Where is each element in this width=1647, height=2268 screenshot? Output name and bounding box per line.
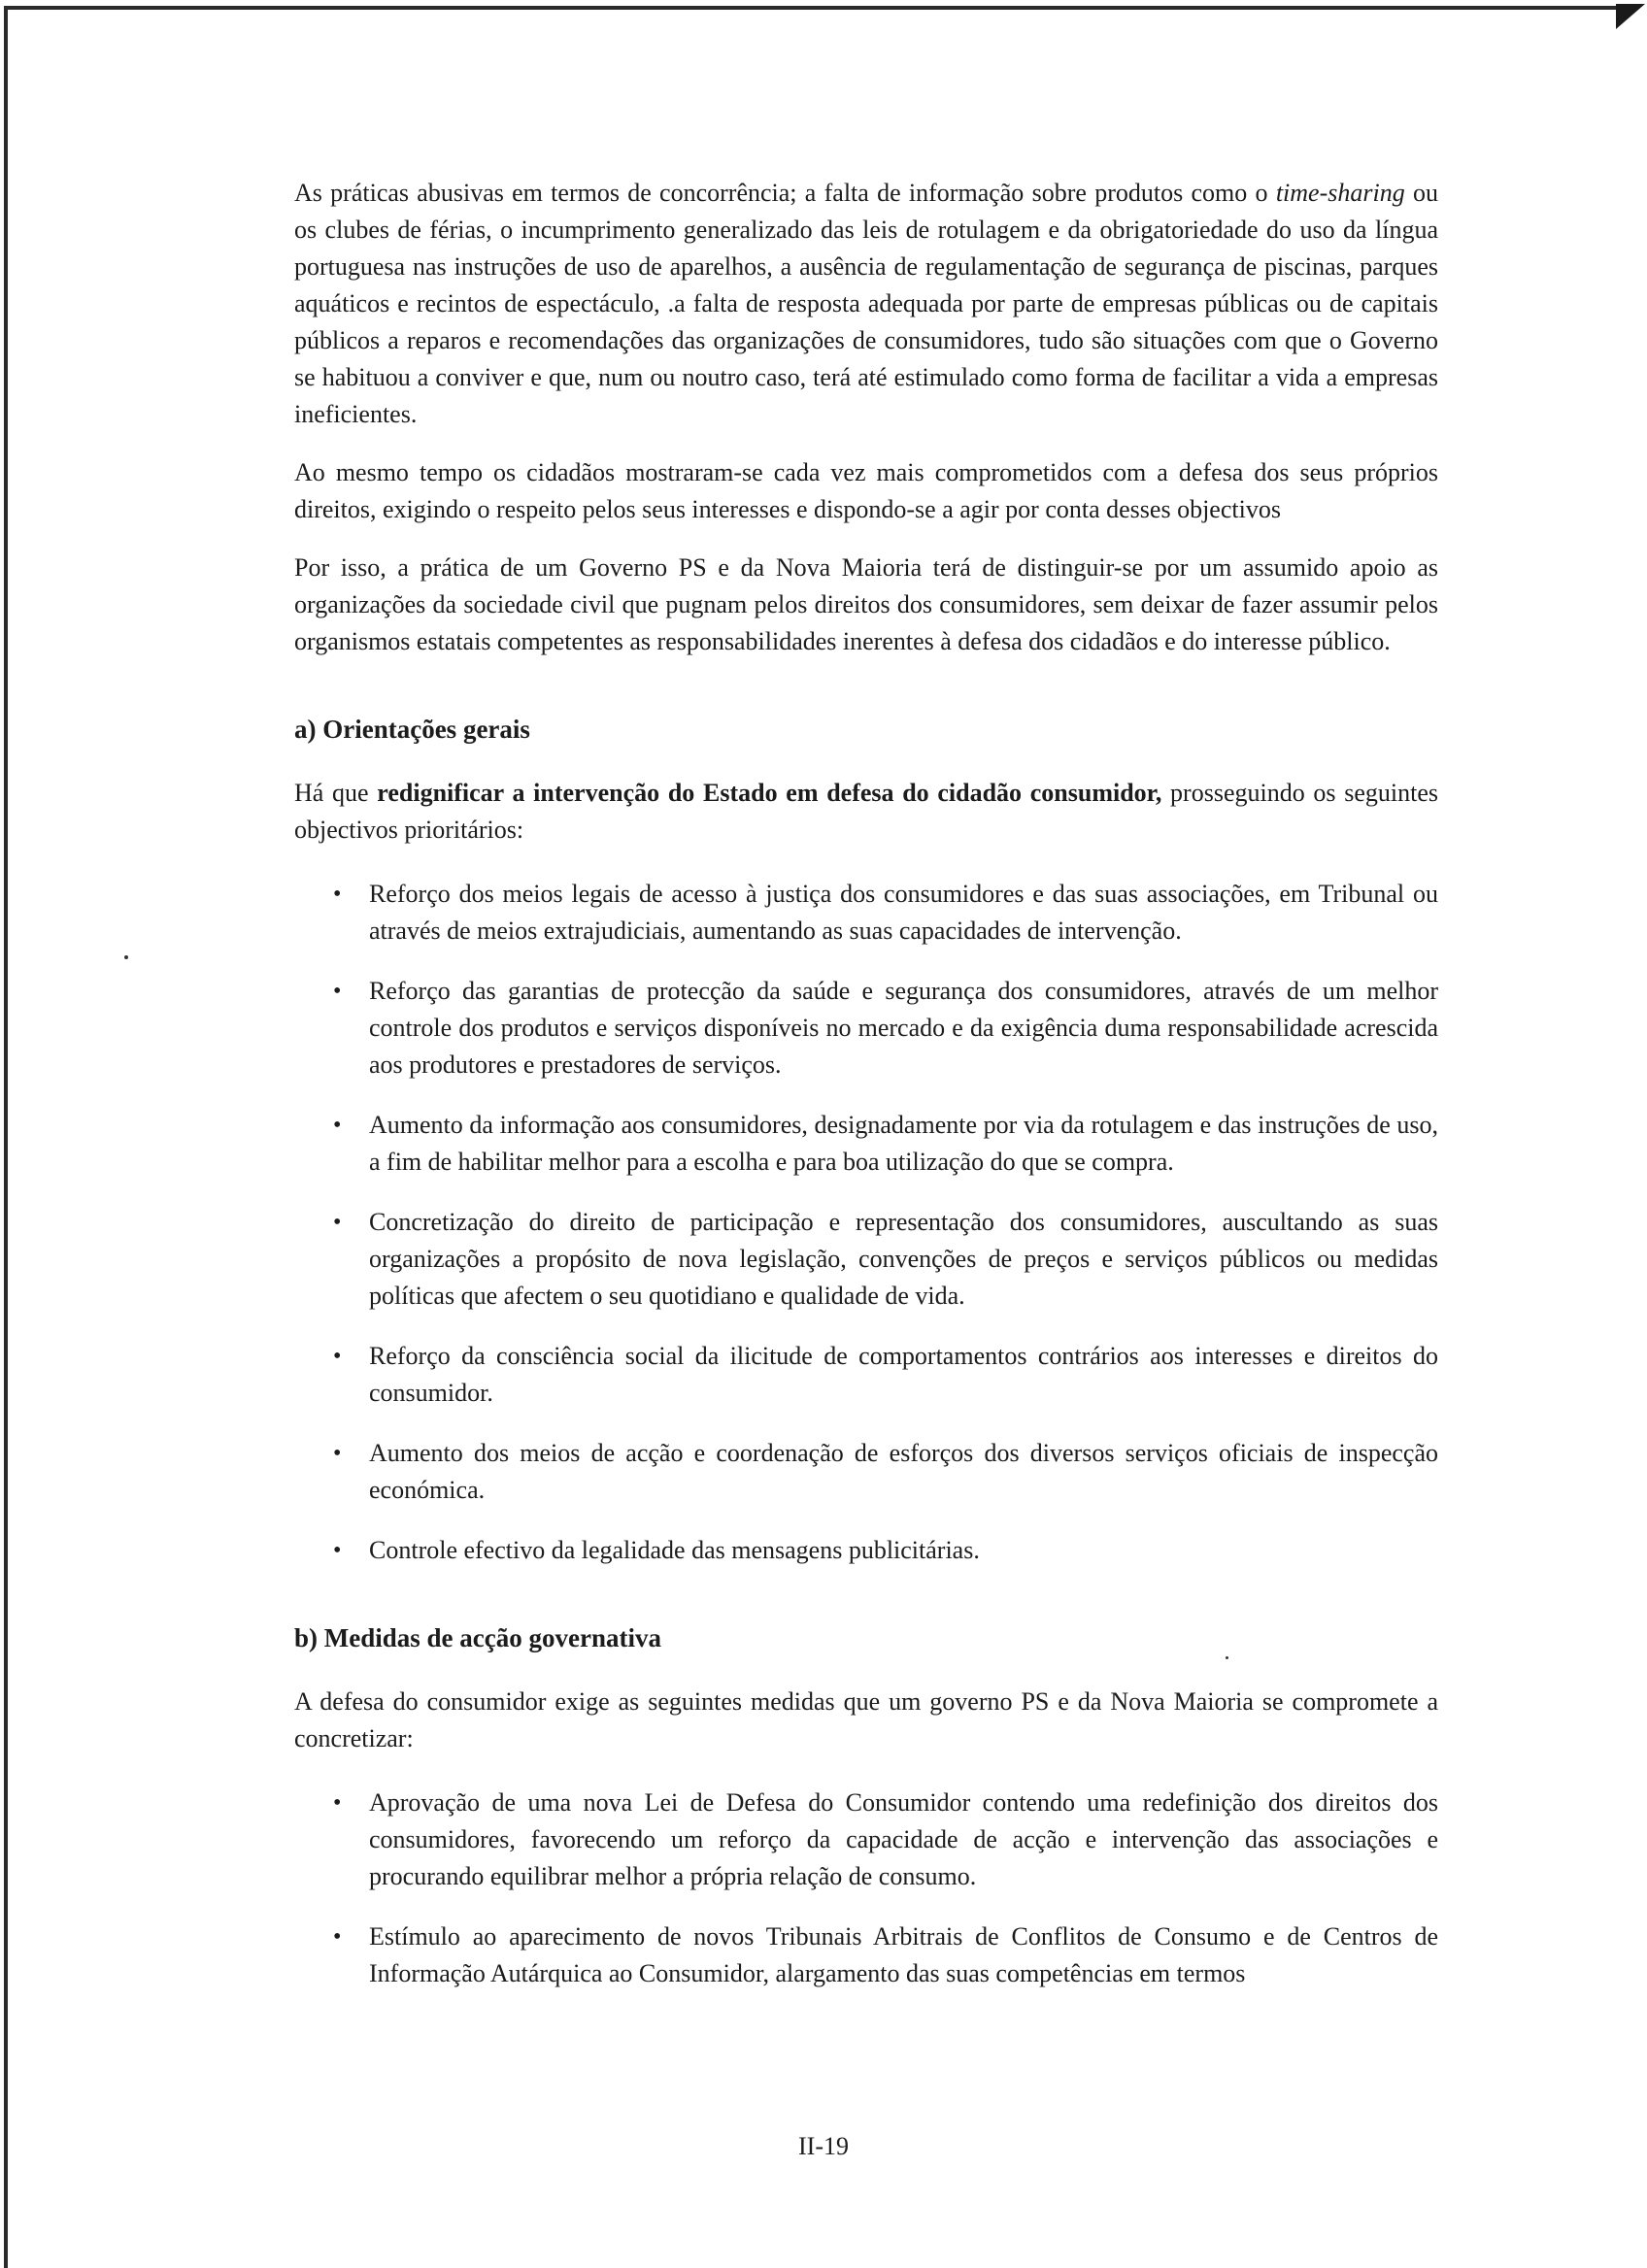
list-item-text: Reforço dos meios legais de acesso à justiça dos consumidores e das suas associações, em Tribunal ou através de meios extrajudiciais, aumentando as suas capacidades de intervenção.	[369, 880, 1438, 945]
section-b-bullet-list	[294, 1784, 1438, 1992]
list-item	[294, 1204, 1438, 1315]
section-a-intro-text-cont: prosseguindo os seguintes objectivos prioritários:	[294, 779, 1439, 844]
list-item	[294, 1918, 1438, 1992]
list-item	[294, 1435, 1438, 1509]
page-number: II-19	[798, 2132, 849, 2160]
bullet-icon: •	[333, 1790, 342, 1816]
list-item	[294, 1532, 1438, 1569]
list-item-text: Aumento dos meios de acção e coordenação de esforços dos diversos serviços oficiais de inspecção económica.	[369, 1439, 1438, 1504]
list-item-text: Reforço das garantias de protecção da saúde e segurança dos consumidores, através de um melhor controle dos produtos e serviços disponíveis no mercado e da exigência duma responsabilidade acrescida aos produtores e prestadores de serviços.	[369, 977, 1438, 1079]
list-item	[294, 1784, 1438, 1895]
list-item	[294, 876, 1438, 950]
bullet-icon: •	[333, 882, 342, 907]
paragraph-1-italic-term: time-sharing	[1275, 179, 1405, 207]
section-a-intro-text: Há que	[294, 779, 378, 807]
section-a-bullet-list	[294, 876, 1438, 1569]
list-item	[294, 1107, 1438, 1181]
corner-mark	[1616, 4, 1645, 29]
bullet-icon: •	[333, 979, 342, 1004]
bullet-icon: •	[333, 1113, 342, 1138]
paragraph-2: Ao mesmo tempo os cidadãos mostraram-se cada vez mais comprometidos com a defesa dos seus próprios direitos, exigindo o respeito pelos seus interesses e dispondo-se a agir por conta desses objectivos	[294, 458, 1438, 523]
section-a-intro	[294, 775, 1438, 849]
section-b-heading: b) Medidas de acção governativa	[294, 1623, 661, 1652]
list-item-text: Aumento da informação aos consumidores, designadamente por via da rotulagem e das instruções de uso, a fim de habilitar melhor para a escolha e para boa utilização do que se compra.	[369, 1111, 1438, 1176]
paragraph-1	[294, 175, 1438, 433]
list-item	[294, 973, 1438, 1084]
list-item-text: Aprovação de uma nova Lei de Defesa do Consumidor contendo uma redefinição dos direitos dos consumidores, favorecendo um reforço da capacidade de acção e intervenção das associações e procurando equilibrar melhor a própria relação de consumo.	[369, 1788, 1438, 1890]
scan-border-top	[6, 6, 1618, 10]
document-body	[294, 175, 1438, 2016]
bullet-icon: •	[333, 1344, 342, 1369]
list-item-text: Concretização do direito de participação e representação dos consumidores, auscultando as suas organizações a propósito de nova legislação, convenções de preços e serviços públicos ou medidas políticas que afectem o seu quotidiano e qualidade de vida.	[369, 1208, 1438, 1310]
section-a-intro-emphasis: redignificar a intervenção do Estado em defesa do cidadão consumidor,	[377, 779, 1162, 807]
list-item-text: Reforço da consciência social da ilicitude de comportamentos contrários aos interesses e direitos do consumidor.	[369, 1342, 1438, 1407]
section-b-intro: A defesa do consumidor exige as seguintes medidas que um governo PS e da Nova Maioria se compromete a concretizar:	[294, 1687, 1438, 1752]
bullet-icon: •	[333, 1924, 342, 1950]
bullet-icon: •	[333, 1441, 342, 1466]
list-item-text: Estímulo ao aparecimento de novos Tribunais Arbitrais de Conflitos de Consumo e de Centros de Informação Autárquica ao Consumidor, alargamento das suas competências em termos	[369, 1922, 1438, 1987]
scan-speck	[124, 955, 128, 959]
list-item	[294, 1338, 1438, 1412]
paragraph-3: Por isso, a prática de um Governo PS e da Nova Maioria terá de distinguir-se por um assumido apoio as organizações da sociedade civil que pugnam pelos direitos dos consumidores, sem deixar de fazer assumir pelos organismos estatais competentes as responsabilidades inerentes à defesa dos cidadãos e do interesse público.	[294, 553, 1438, 655]
paragraph-1-text-cont: ou os clubes de férias, o incumprimento generalizado das leis de rotulagem e da obrigatoriedade do uso da língua portuguesa nas instruções de uso de aparelhos, a ausência de regulamentação de segurança de piscinas, parques aquáticos e recintos de espectáculo, .a falta de resposta adequada por parte de empresas públicas ou de capitais públicos a reparos e recomendações das organizações de consumidores, tudo são situações com que o Governo se habituou a conviver e que, num ou noutro caso, terá até estimulado como forma de facilitar a vida a empresas ineficientes.	[294, 179, 1439, 428]
bullet-icon: •	[333, 1210, 342, 1235]
bullet-icon: •	[333, 1538, 342, 1563]
list-item-text: Controle efectivo da legalidade das mensagens publicitárias.	[369, 1536, 980, 1564]
paragraph-1-text: As práticas abusivas em termos de concorrência; a falta de informação sobre produtos como o	[294, 179, 1276, 207]
section-a-heading: a) Orientações gerais	[294, 715, 530, 744]
scan-border-left	[4, 6, 8, 2268]
